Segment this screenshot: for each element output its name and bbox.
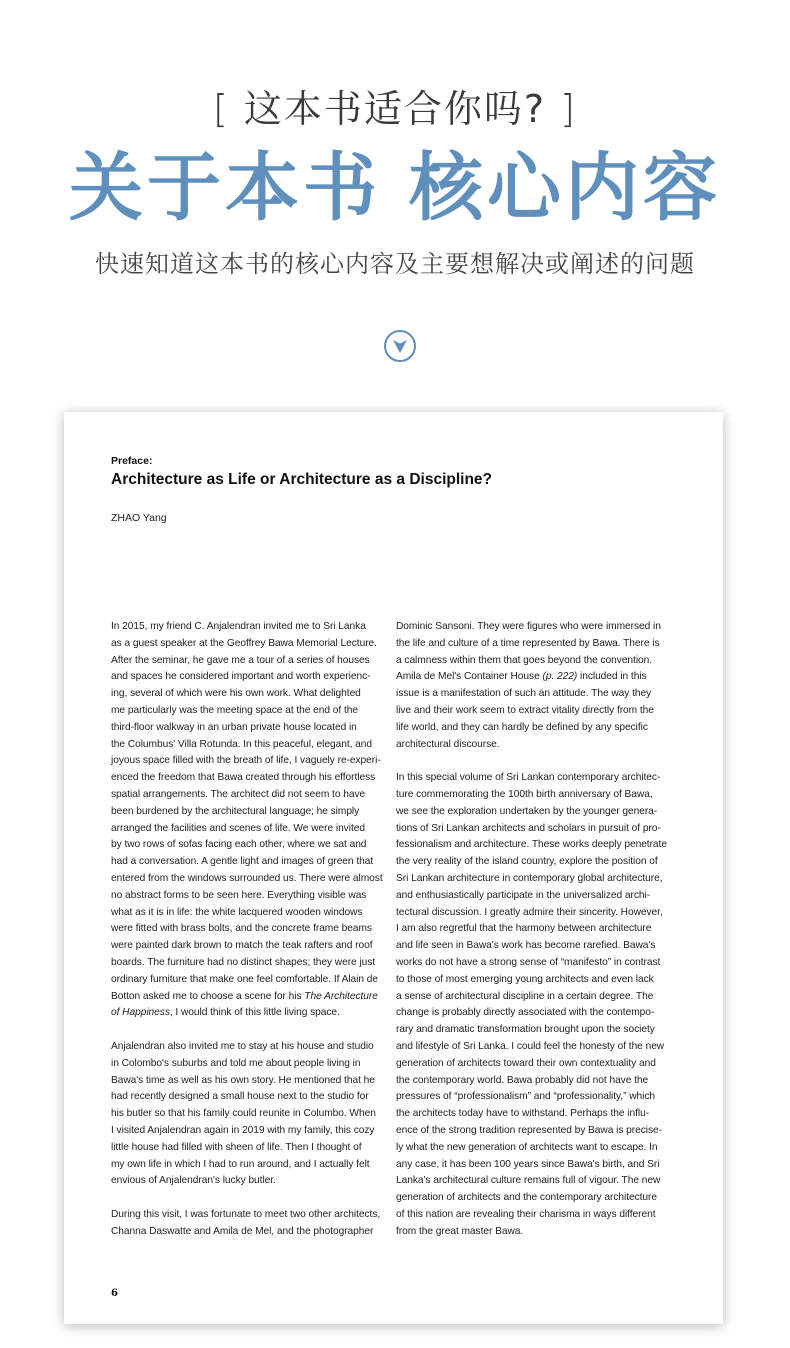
text-line: tions of Sri Lankan architects and scholars in pursuit of pro- xyxy=(396,822,661,834)
text-line: no abstract forms to be seen here. Everything visible was xyxy=(111,889,367,901)
bracket-close: ] xyxy=(560,87,577,131)
text-line: joyous space filled with the breath of life, I vaguely re-experi- xyxy=(111,755,381,767)
text-line: spatial arrangements. The architect did not seem to have xyxy=(111,788,366,800)
text-line: were fitted with brass bolts, and the concrete frame beams xyxy=(111,923,372,935)
text-line: the architects today have to withstand. Perhaps the influ- xyxy=(396,1108,650,1120)
text-line: me particularly was the meeting space at the end of the xyxy=(111,704,358,716)
text-line: Channa Daswatte and Amila de Mel, and the photographer xyxy=(111,1225,374,1237)
text-line: we see the exploration undertaken by the younger genera- xyxy=(396,805,658,817)
text-line: ordinary furniture that make one feel comfortable. If Alain de xyxy=(111,973,379,985)
text-line: life world, and they can hardly be defined by any specific xyxy=(396,721,648,733)
text-line: and enthusiastically participate in the universalized archi- xyxy=(396,889,651,901)
text-line: ly what the new generation of architects want to escape. In xyxy=(396,1141,658,1153)
text-line: from the great master Bawa. xyxy=(396,1225,524,1237)
text-line: issue is a manifestation of such an attitude. The way they xyxy=(396,688,652,700)
section-question-heading xyxy=(0,78,790,133)
paragraph xyxy=(111,619,381,1022)
text-line: and spaces he considered important and worth experienc- xyxy=(111,671,371,683)
bracket-open: [ xyxy=(212,87,230,131)
text-line: In 2015, my friend C. Anjalendran invited me to Sri Lanka xyxy=(111,621,366,632)
text-line: pressures of “professionalism” and “professionality,” which xyxy=(396,1091,656,1103)
text-line: as a guest speaker at the Geoffrey Bawa Memorial Lecture. xyxy=(111,637,377,649)
text-line: the life and culture of a time represented by Bawa. There is xyxy=(396,637,660,649)
paragraph xyxy=(111,1039,381,1190)
preface-title: Architecture as Life or Architecture as a Discipline? xyxy=(111,471,493,488)
text-line: ing, several of which were his own work. What delighted xyxy=(111,688,361,700)
text-column-left xyxy=(111,619,381,1257)
paragraph xyxy=(111,1207,381,1241)
preface-label: Preface: xyxy=(111,455,153,467)
text-line: During this visit, I was fortunate to meet two other architects, xyxy=(111,1208,381,1220)
text-line: any case, it has been 100 years since Bawa's birth, and Sri xyxy=(396,1158,660,1170)
text-line: entered from the windows surrounded us. There were almost xyxy=(111,872,383,884)
text-line: what as it is in life: the white lacquered wooden windows xyxy=(111,906,363,918)
text-column-right xyxy=(396,619,666,1257)
text-line: In this special volume of Sri Lankan contemporary architec- xyxy=(396,772,661,784)
text-line: and life seen in Bawa's work has become rarefied. Bawa's xyxy=(396,940,656,952)
text-line: little house had filled with sheen of life. Then I thought of xyxy=(111,1141,362,1153)
text-line: enced the freedom that Bawa created through his effortless xyxy=(111,772,376,784)
text-line: ture commemorating the 100th birth anniversary of Bawa, xyxy=(396,788,653,800)
text-line: generation of architects and the contemporary architecture xyxy=(396,1192,657,1204)
text-line: had a conversation. A gentle light and images of green that xyxy=(111,856,374,868)
text-line: were painted dark brown to match the teak rafters and roof xyxy=(111,940,373,952)
text-line: works do not have a strong sense of “manifesto” in contrast xyxy=(396,956,661,968)
text-line: After the seminar, he gave me a tour of a series of houses xyxy=(111,654,370,666)
text-line: live and their work seem to extract vitality directly from the xyxy=(396,704,654,716)
text-line: a sense of architectural discipline in a certain degree. The xyxy=(396,990,654,1002)
text-line: envious of Anjalendran's lucky butler. xyxy=(111,1175,276,1187)
text-line: I am also regretful that the harmony between architecture xyxy=(396,923,652,935)
text-line: by two rows of sofas facing each other, where we sat and xyxy=(111,839,367,851)
text-line: Lanka's architectural culture remains full of vigour. The new xyxy=(396,1175,661,1187)
text-line: in Colombo's suburbs and told me about people living in xyxy=(111,1057,361,1069)
text-line: and lifestyle of Sri Lanka. I could feel the honesty of the new xyxy=(396,1040,665,1052)
preface-author: ZHAO Yang xyxy=(111,512,167,524)
text-line: of this nation are revealing their charisma in ways different xyxy=(396,1208,656,1220)
title-part-core-content: 核心内容 xyxy=(409,145,721,231)
paragraph xyxy=(396,619,666,753)
text-line: Sri Lankan architecture in contemporary global architecture, xyxy=(396,872,663,884)
text-line: arranged the facilities and scenes of life. We were invited xyxy=(111,822,365,834)
text-line: tectural discussion. I greatly admire their sincerity. However, xyxy=(396,906,663,918)
scroll-down-button[interactable] xyxy=(384,330,416,362)
text-line: fessionalism and architecture. These works deeply penetrate xyxy=(396,839,667,851)
text-line: his butler so that his family could reunite in Columbo. When xyxy=(111,1108,376,1120)
text-line: Dominic Sansoni. They were figures who were immersed in xyxy=(396,621,661,632)
text-line: Bawa's time as well as his own story. He mentioned that he xyxy=(111,1074,375,1086)
text-line: architectural discourse. xyxy=(396,738,500,750)
text-line: third-floor walkway in an urban private house located in xyxy=(111,721,357,733)
text-line: the contemporary world. Bawa probably did not have the xyxy=(396,1074,649,1086)
text-line: the very reality of the island country, explore the position of xyxy=(396,856,658,868)
question-text: 这本书适合你吗? xyxy=(243,87,547,131)
text-line: been burdened by the architectural language; he simply xyxy=(111,805,360,817)
chevron-down-icon xyxy=(391,337,409,355)
text-line: had recently designed a small house next to the studio for xyxy=(111,1091,369,1103)
text-line: ence of the strong tradition represented by Bawa is precise- xyxy=(396,1124,662,1136)
text-line: boards. The furniture had no distinct shapes; they were just xyxy=(111,956,376,968)
text-line: the Columbus' Villa Rotunda. In this peaceful, elegant, and xyxy=(111,738,373,750)
text-line: change is probably directly associated with the contempo- xyxy=(396,1007,655,1019)
text-line: generation of architects toward their own contextuality and xyxy=(396,1057,656,1069)
paragraph xyxy=(396,770,666,1240)
text-line: Anjalendran also invited me to stay at his house and studio xyxy=(111,1040,374,1052)
title-part-about-book: 关于本书 xyxy=(69,145,381,231)
page-number: 6 xyxy=(111,1288,118,1299)
text-line: a calmness within them that goes beyond the convention. xyxy=(396,654,653,666)
text-line: to those of most emerging young architects and even lack xyxy=(396,973,654,985)
text-line: Amila de Mel's Container House (p. 222) included in this xyxy=(396,671,647,683)
text-line: of Happiness, I would think of this little living space. xyxy=(111,1007,340,1019)
section-subtitle: 快速知道这本书的核心内容及主要想解决或阐述的问题 xyxy=(95,250,695,278)
text-line: Botton asked me to choose a scene for his The Architecture xyxy=(111,990,378,1002)
text-line: rary and dramatic transformation brought upon the society xyxy=(396,1024,655,1036)
section-title xyxy=(0,140,790,236)
text-line: I visited Anjalendran again in 2019 with my family, this cozy xyxy=(111,1124,375,1136)
book-page xyxy=(64,412,723,1324)
text-line: my own life in which I had to run around, and I actually felt xyxy=(111,1158,370,1170)
